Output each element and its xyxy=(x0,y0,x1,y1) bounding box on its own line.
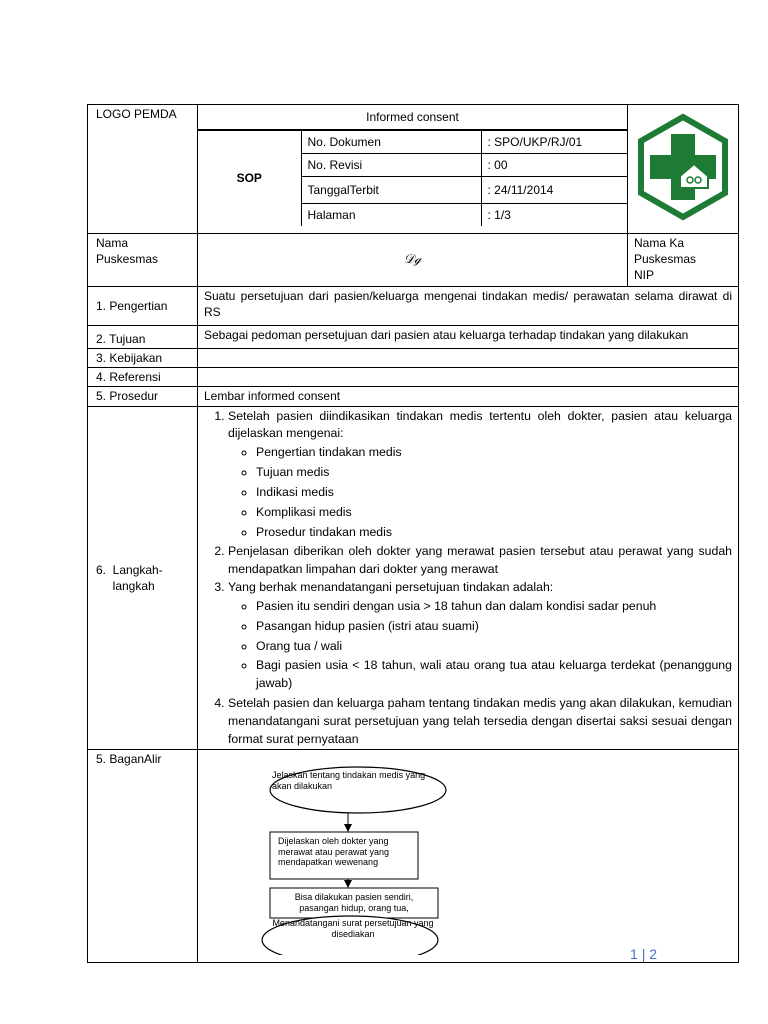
list-item: ◦ Prosedur tindakan medis xyxy=(256,524,732,542)
langkah-label: 6. Langkah- langkah xyxy=(88,406,198,750)
nama-kepala-puskesmas-label: Nama Ka Puskesmas NIP xyxy=(628,234,739,287)
langkah-step-1-bullets xyxy=(228,444,732,541)
list-item: ◦ Pasien itu sendiri dengan usia > 18 tahun dan dalam kondisi sadar penuh xyxy=(256,598,732,616)
langkah-step-3 xyxy=(228,579,732,693)
referensi-text xyxy=(198,368,739,387)
page-current: 1 xyxy=(630,946,638,962)
page-separator: | xyxy=(641,946,646,962)
flow-node-end: Menandatangani surat persetujuan yang disediakan xyxy=(272,918,434,939)
prosedur-label: 5. Prosedur xyxy=(88,387,198,406)
flowchart xyxy=(198,750,718,955)
langkah-step-2 xyxy=(228,543,732,579)
sop-table xyxy=(87,104,739,963)
flow-node-start: Jelaskan tentang tindakan medis yang akan dilakukan xyxy=(272,770,426,791)
flow-node-explained: Dijelaskan oleh dokter yang merawat atau perawat yang mendapatkan wewenang xyxy=(278,836,390,868)
nama-puskesmas-label: Nama Puskesmas xyxy=(88,234,198,287)
document-title: Informed consent xyxy=(198,105,627,130)
pengertian-text: Suatu persetujuan dari pasien/keluarga mengenai tindakan medis/ perawatan selama dirawat di RS xyxy=(198,287,739,326)
langkah-step-text: Setelah pasien dan keluarga paham tentang tindakan medis yang akan dilakukan, kemudian menandatangani surat persetujuan yang telah tersedia dengan disertai saksi sesuai dengan format surat pernyataan xyxy=(228,695,732,746)
langkah-step-text: Penjelasan diberikan oleh dokter yang merawat pasien tersebut atau perawat yang sudah mendapatkan limpahan dari dokter yang merawat xyxy=(228,544,732,577)
meta-value-no-dokumen: : SPO/UKP/RJ/01 xyxy=(481,131,628,154)
referensi-label: 4. Referensi xyxy=(88,368,198,387)
list-item: ◦ Orang tua / wali xyxy=(256,638,732,656)
list-item: ◦ Tujuan medis xyxy=(256,464,732,482)
meta-label-halaman: Halaman xyxy=(301,204,481,227)
bagan-alir-content xyxy=(198,750,739,963)
meta-label-no-revisi: No. Revisi xyxy=(301,154,481,177)
meta-value-tanggal-terbit: : 24/11/2014 xyxy=(481,177,628,204)
langkah-step-text: Setelah pasien diindikasikan tindakan medis tertentu oleh dokter, pasien atau keluarga dijelaskan mengenai: xyxy=(228,408,732,441)
document-meta-table xyxy=(198,130,628,226)
langkah-step-text: Yang berhak menandatangani persetujuan tindakan adalah: xyxy=(228,580,554,595)
list-item: ◦ Indikasi medis xyxy=(256,484,732,502)
pengertian-label: 1. Pengertian xyxy=(88,287,198,326)
kebijakan-label: 3. Kebijakan xyxy=(88,349,198,368)
list-item: ◦ Komplikasi medis xyxy=(256,504,732,522)
bagan-alir-label: 5. BaganAlir xyxy=(88,750,198,963)
list-item: ◦ Pasangan hidup pasien (istri atau suami) xyxy=(256,618,732,636)
flow-node-who: Bisa dilakukan pasien sendiri, pasangan hidup, orang tua, xyxy=(294,892,414,913)
meta-label-tanggal-terbit: TanggalTerbit xyxy=(301,177,481,204)
kebijakan-text xyxy=(198,349,739,368)
logo-pemda-cell xyxy=(88,105,198,234)
list-item: ◦ Bagi pasien usia < 18 tahun, wali atau orang tua atau keluarga terdekat (penanggung jawab) xyxy=(256,657,732,693)
prosedur-text: Lembar informed consent xyxy=(198,387,739,406)
meta-value-halaman: : 1/3 xyxy=(481,204,628,227)
meta-value-no-revisi: : 00 xyxy=(481,154,628,177)
page-number xyxy=(630,946,657,962)
header-center xyxy=(198,105,628,234)
sop-label: SOP xyxy=(198,131,301,227)
signature-cell xyxy=(198,234,628,287)
tujuan-label: 2. Tujuan xyxy=(88,326,198,349)
meta-label-no-dokumen: No. Dokumen xyxy=(301,131,481,154)
langkah-step-1 xyxy=(228,408,732,542)
list-item: ◦ Pengertian tindakan medis xyxy=(256,444,732,462)
signature-mark: 𝒟ℊ xyxy=(403,252,422,268)
langkah-content xyxy=(198,406,739,750)
logo-pemda-label: LOGO PEMDA xyxy=(96,107,177,121)
langkah-step-4 xyxy=(228,695,732,748)
puskesmas-logo-cell xyxy=(628,105,739,234)
langkah-steps-list xyxy=(204,408,732,749)
langkah-step-3-bullets xyxy=(228,598,732,693)
page-total: 2 xyxy=(649,946,658,962)
tujuan-text: Sebagai pedoman persetujuan dari pasien atau keluarga terhadap tindakan yang dilakukan xyxy=(198,326,739,349)
puskesmas-logo-icon xyxy=(628,112,738,222)
